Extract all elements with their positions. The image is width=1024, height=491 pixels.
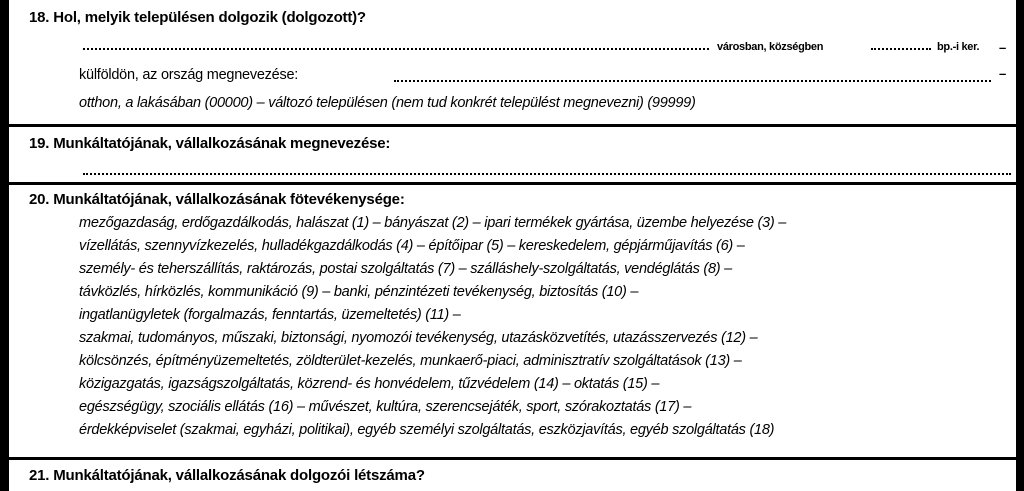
question-21-section <box>9 457 1016 491</box>
home-option-line: otthon, a lakásában (00000) – változó településen (nem tud konkrét települést megnevezni) (99999) <box>79 95 696 111</box>
activity-line: vízellátás, szennyvízkezelés, hulladékgazdálkodás (4) – építőipar (5) – kereskedelem, gépjárműjavítás (6) – <box>79 238 745 254</box>
question-20-title: 20. Munkáltatójának, vállalkozásának fötevékenysége: <box>29 191 405 208</box>
activity-line: ingatlanügyletek (forgalmazás, fenntartás, üzemeltetés) (11) – <box>79 307 461 323</box>
right-border <box>1016 0 1024 491</box>
activity-line: szakmai, tudományos, műszaki, biztonsági, nyomozói tevékenység, utazásközvetítés, utazásszervezés (12) – <box>79 330 758 346</box>
activity-line: egészségügy, szociális ellátás (16) – művészet, kultúra, szerencsejáték, sport, szórakoztatás (17) – <box>79 399 692 415</box>
city-label: városban, községben <box>717 41 824 53</box>
employer-name-field[interactable] <box>83 173 1011 175</box>
activity-line: kölcsönzés, építményüzemeltetés, zöldterület-kezelés, munkaerő-piaci, adminisztratív szolgáltatások (13) – <box>79 353 742 369</box>
dash-2: – <box>999 66 1006 81</box>
activity-line: mezőgazdaság, erdőgazdálkodás, halászat (1) – bányászat (2) – ipari termékek gyártása, üzembe helyezése (3) – <box>79 215 787 231</box>
activity-line: távközlés, hírközlés, kommunikáció (9) – banki, pénzintézeti tevékenység, biztosítás (10) – <box>79 284 639 300</box>
city-name-field[interactable] <box>83 48 709 50</box>
district-label: bp.-i ker. <box>937 41 980 53</box>
foreign-label: külföldön, az ország megnevezése: <box>79 67 299 83</box>
foreign-country-field[interactable] <box>394 80 991 82</box>
question-20-section <box>9 182 1016 457</box>
question-18-title: 18. Hol, melyik településen dolgozik (dolgozott)? <box>29 9 366 26</box>
question-19-section <box>9 124 1016 182</box>
activity-line: érdekképviselet (szakmai, egyházi, politikai), egyéb személyi szolgáltatás, eszközjavítás, egyéb szolgáltatás (18) <box>79 422 775 438</box>
question-21-title: 21. Munkáltatójának, vállalkozásának dolgozói létszáma? <box>29 467 425 484</box>
activity-line: közigazgatás, igazságszolgáltatás, közrend- és honvédelem, tűzvédelem (14) – oktatás (15) – <box>79 376 660 392</box>
district-field[interactable] <box>871 48 931 50</box>
question-19-title: 19. Munkáltatójának, vállalkozásának megnevezése: <box>29 135 391 152</box>
question-18-section <box>9 0 1016 124</box>
activity-line: személy- és teherszállítás, raktározás, postai szolgáltatás (7) – szálláshely-szolgáltatás, vendéglátás (8) – <box>79 261 732 277</box>
dash-1: – <box>999 40 1006 55</box>
